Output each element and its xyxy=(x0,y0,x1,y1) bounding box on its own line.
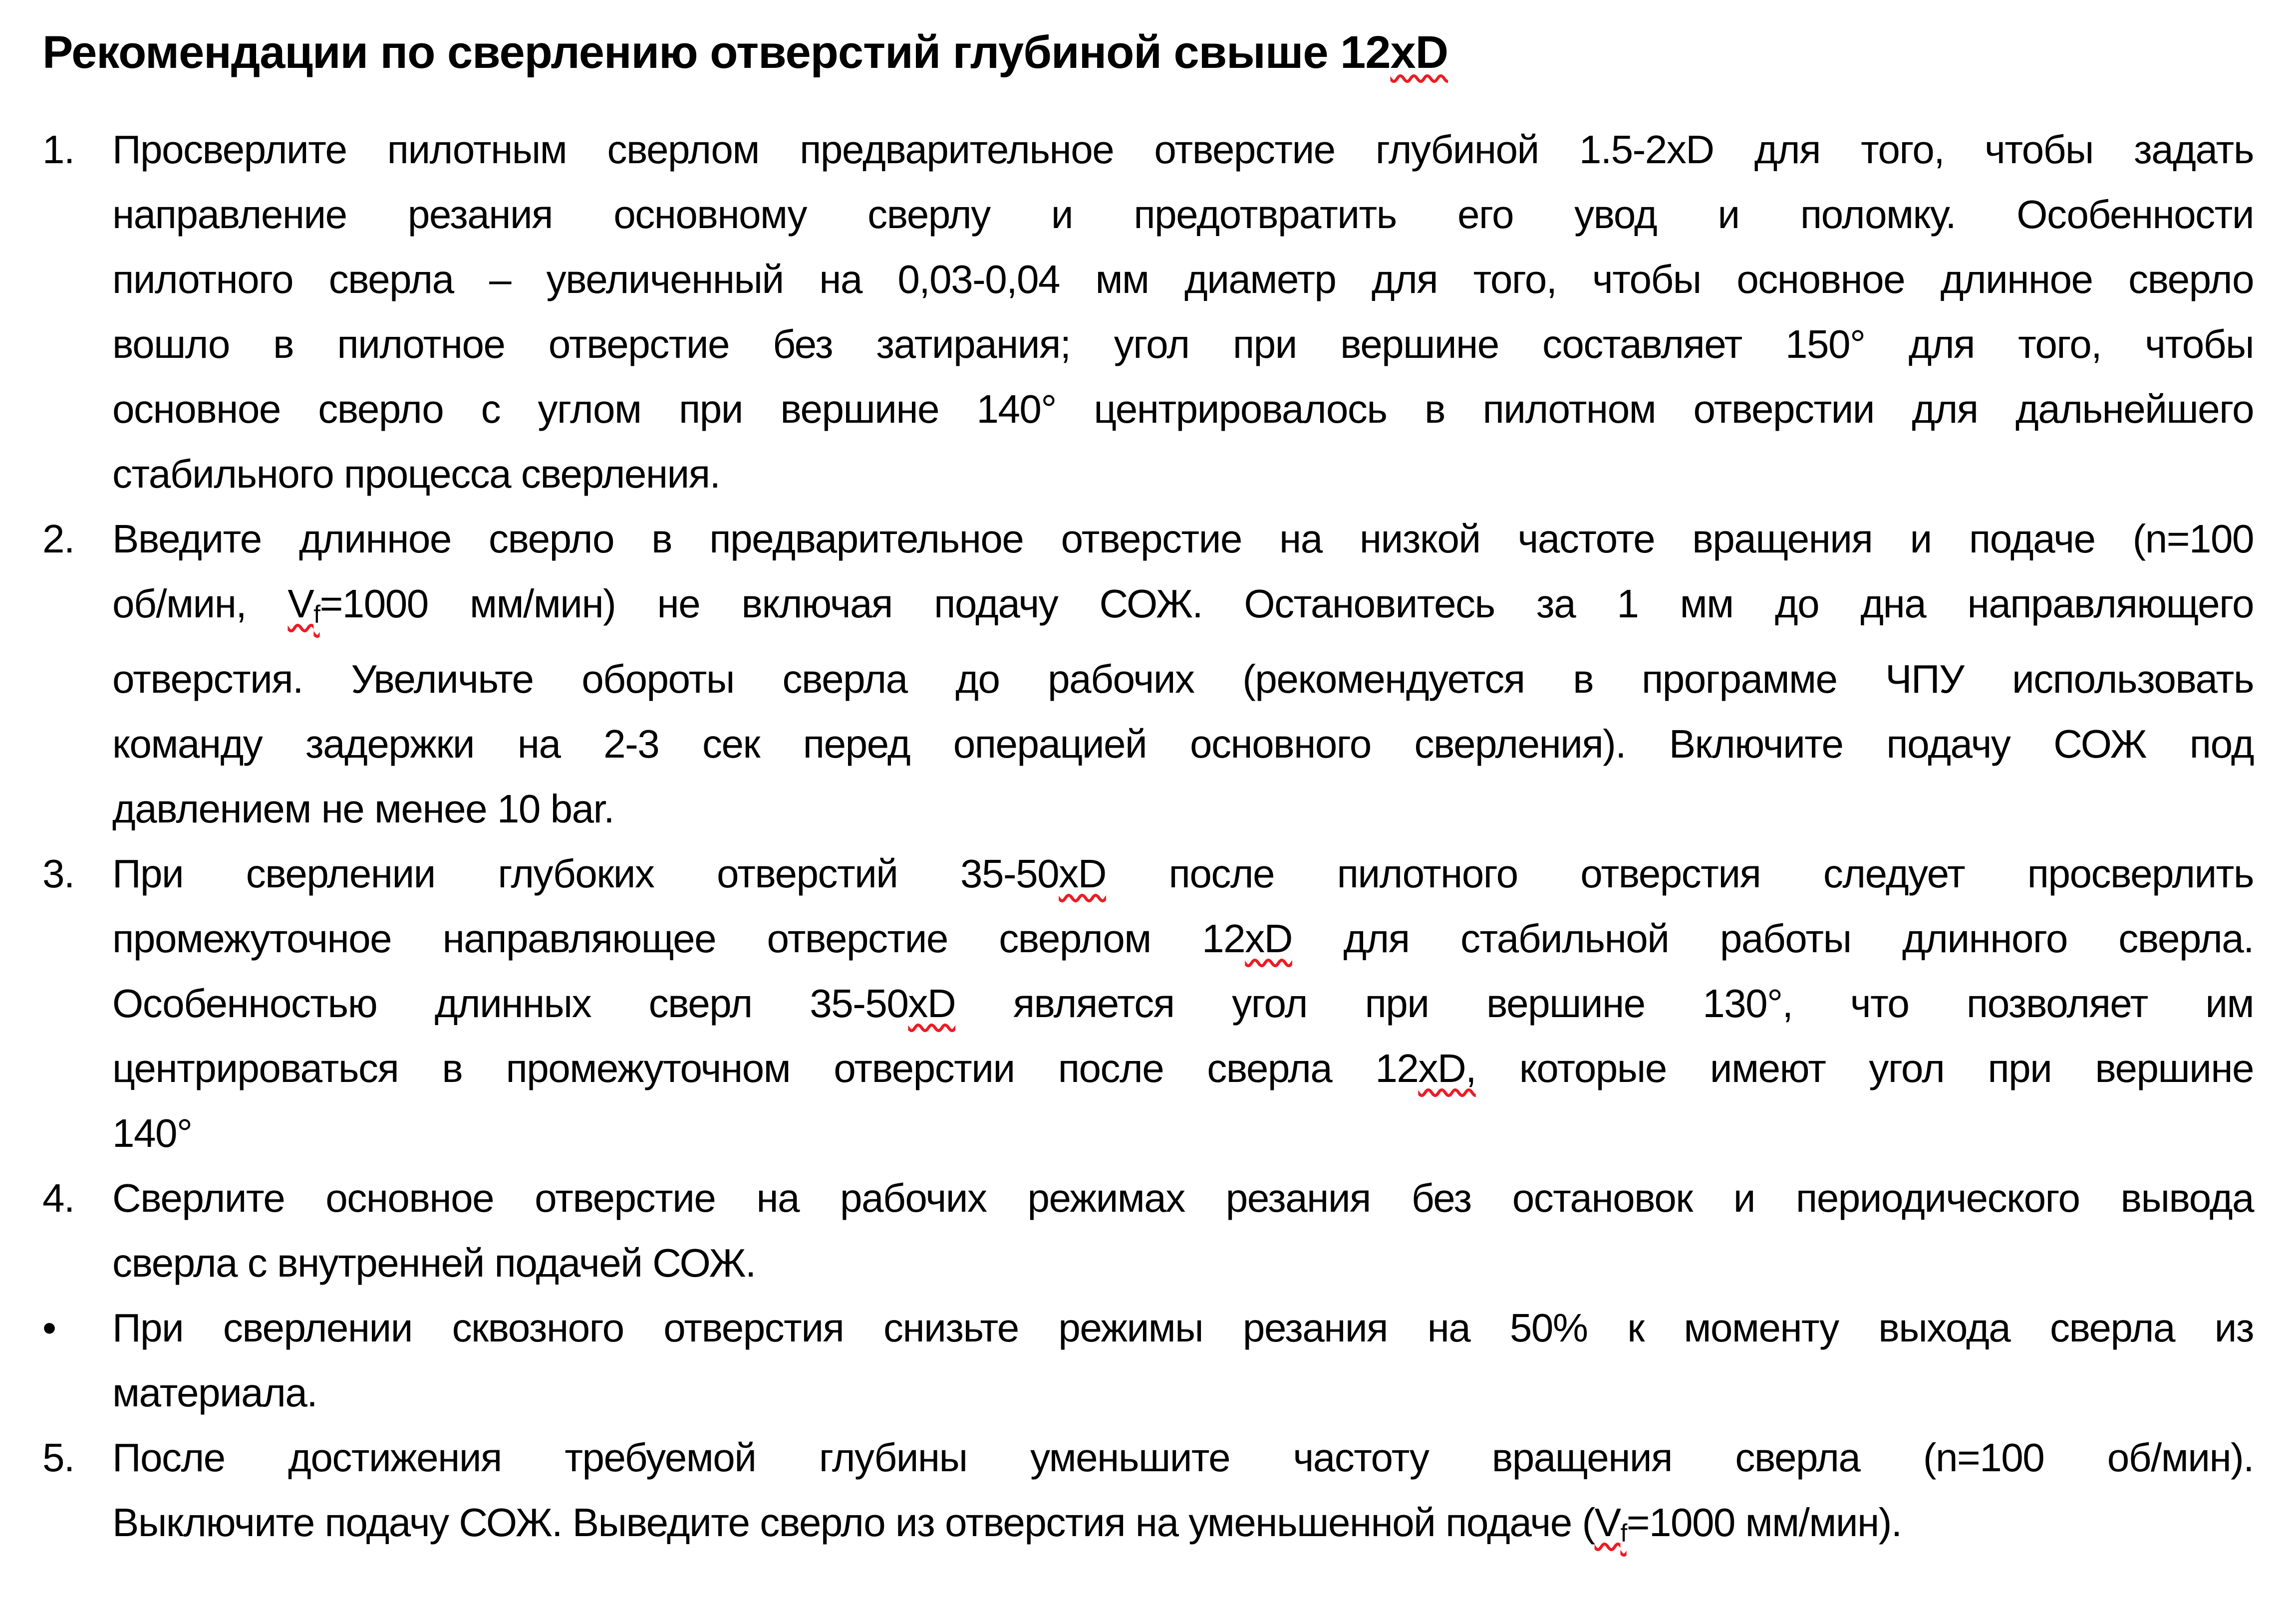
text-run: об/мин, xyxy=(112,581,288,626)
text-run: направление резания основному сверлу и предотвратить его увод и поломку. Особенности xyxy=(112,192,2254,237)
text-line xyxy=(112,507,2254,571)
text-run: отверстия. Увеличьте обороты сверла до рабочих (рекомендуется в программе ЧПУ использовать xyxy=(112,656,2254,701)
text-run: является угол при вершине 130°, что позволяет им xyxy=(955,981,2254,1026)
text-run: стабильного процесса сверления. xyxy=(112,452,720,496)
number-marker: 2. xyxy=(42,517,74,561)
list-item-text xyxy=(112,1166,2254,1296)
text-line xyxy=(112,971,2254,1036)
number-marker: 5. xyxy=(42,1435,74,1480)
document-title xyxy=(42,22,2254,82)
recommendations-list xyxy=(42,117,2254,1566)
text-run: =1000 мм/мин). xyxy=(1626,1500,1902,1545)
list-item xyxy=(42,841,2254,1166)
text-line xyxy=(112,377,2254,442)
misspelled-text: xD xyxy=(1059,851,1106,896)
bullet-marker: • xyxy=(42,1305,56,1350)
list-item xyxy=(42,117,2254,507)
text-run: =1000 мм/мин) не включая подачу СОЖ. Остановитесь за 1 мм до дна направляющего xyxy=(319,581,2254,626)
text-line xyxy=(112,1296,2254,1360)
list-item xyxy=(42,1296,2254,1425)
text-run: после пилотного отверстия следует просверлить xyxy=(1106,851,2254,896)
text-line xyxy=(112,647,2254,712)
number-marker: 1. xyxy=(42,127,74,172)
text-run: команду задержки на 2-3 сек перед операцией основного сверления). Включите подачу СОЖ под xyxy=(112,721,2254,766)
text-line xyxy=(112,841,2254,906)
text-line xyxy=(112,247,2254,312)
text-run: Сверлите основное отверстие на рабочих режимах резания без остановок и периодического вывода xyxy=(112,1175,2254,1220)
misspelled-text: xD, xyxy=(1418,1046,1476,1090)
list-item xyxy=(42,1425,2254,1566)
text-run: Выключите подачу СОЖ. Выведите сверло из отверстия на уменьшенной подаче ( xyxy=(112,1500,1595,1545)
text-run: При сверлении сквозного отверстия снизьте режимы резания на 50% к моменту выхода сверла из xyxy=(112,1305,2254,1350)
list-item-text xyxy=(112,1296,2254,1425)
text-run: Особенностью длинных сверл 35-50 xyxy=(112,981,908,1026)
text-line xyxy=(112,1101,2254,1166)
text-run: Введите длинное сверло в предварительное отверстие на низкой частоте вращения и подаче (n=100 xyxy=(112,517,2254,561)
number-marker: 4. xyxy=(42,1175,74,1220)
text-run: После достижения требуемой глубины уменьшите частоту вращения сверла (n=100 об/мин). xyxy=(112,1435,2254,1480)
text-line xyxy=(112,312,2254,377)
text-run: вошло в пилотное отверстие без затирания; угол при вершине составляет 150° для того, чтобы xyxy=(112,322,2254,366)
misspelled-text: xD xyxy=(1245,916,1292,961)
misspelled-text: f xyxy=(313,600,320,628)
text-line xyxy=(112,906,2254,971)
text-line xyxy=(112,1360,2254,1425)
list-item xyxy=(42,507,2254,841)
text-run: При сверлении глубоких отверстий 35-50 xyxy=(112,851,1059,896)
text-line xyxy=(112,1166,2254,1231)
list-item-text xyxy=(112,507,2254,841)
misspelled-text: xD xyxy=(908,981,956,1026)
text-line xyxy=(112,182,2254,247)
text-line xyxy=(112,117,2254,182)
misspelled-text: V xyxy=(287,581,314,626)
text-run: Рекомендации по сверлению отверстий глубиной свыше 12 xyxy=(42,27,1391,78)
misspelled-text: f xyxy=(1620,1519,1627,1547)
text-run: Просверлите пилотным сверлом предварительное отверстие глубиной 1.5-2xD для того, чтобы задать xyxy=(112,127,2254,172)
text-run: центрироваться в промежуточном отверстии после сверла 12 xyxy=(112,1046,1419,1090)
number-marker: 3. xyxy=(42,851,74,896)
misspelled-text: xD xyxy=(1390,27,1448,78)
text-run: материала. xyxy=(112,1370,317,1415)
text-run: давлением не менее 10 bar. xyxy=(112,786,614,831)
text-line xyxy=(112,1425,2254,1490)
list-item-text xyxy=(112,841,2254,1166)
text-run: для стабильной работы длинного сверла. xyxy=(1292,916,2254,961)
text-run: основное сверло с углом при вершине 140° центрировалось в пилотном отверстии для дальнейшего xyxy=(112,387,2254,431)
text-run: пилотного сверла – увеличенный на 0,03-0,04 мм диаметр для того, чтобы основное длинное сверло xyxy=(112,257,2254,301)
text-run: 140° xyxy=(112,1110,192,1155)
text-run: промежуточное направляющее отверстие сверлом 12 xyxy=(112,916,1245,961)
text-line xyxy=(112,712,2254,777)
text-line xyxy=(112,777,2254,841)
text-line xyxy=(112,1490,2254,1566)
list-item-text xyxy=(112,117,2254,507)
text-run: сверла с внутренней подачей СОЖ. xyxy=(112,1240,756,1285)
list-item-text xyxy=(112,1425,2254,1566)
text-line xyxy=(112,571,2254,647)
misspelled-text: V xyxy=(1594,1500,1621,1545)
text-line xyxy=(112,1036,2254,1101)
text-line xyxy=(112,1231,2254,1296)
text-run: которые имеют угол при вершине xyxy=(1475,1046,2254,1090)
text-line xyxy=(112,442,2254,507)
list-item xyxy=(42,1166,2254,1296)
